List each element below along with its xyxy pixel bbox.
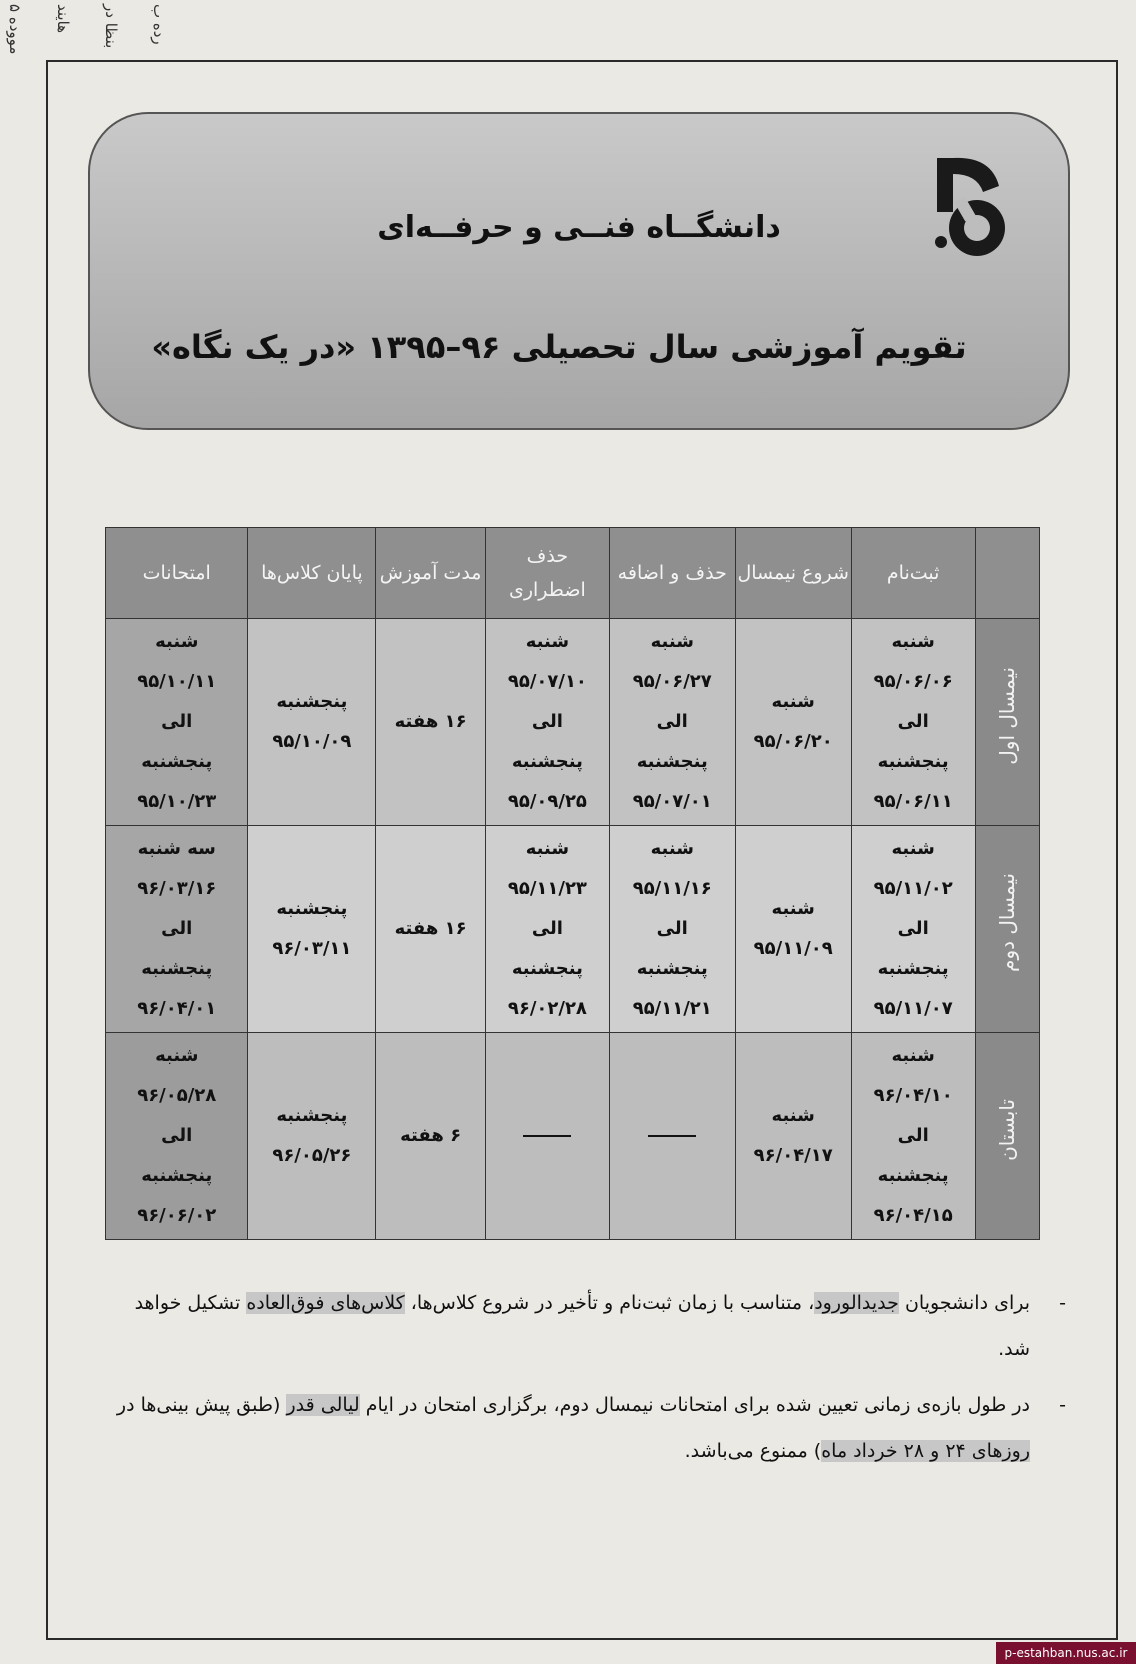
registration-cell: شنبه ۹۵/۰۶/۰۶ الی پنجشنبه ۹۵/۰۶/۱۱ bbox=[851, 619, 975, 826]
add-drop-cell: شنبه ۹۵/۱۱/۱۶ الی پنجشنبه ۹۵/۱۱/۲۱ bbox=[609, 826, 735, 1033]
column-header-duration: مدت آموزش bbox=[376, 528, 486, 619]
note-item: - در طول بازه‌ی زمانی تعیین شده برای امتحانات نیمسال دوم، برگزاری امتحان در ایام لیالی قدر (طبق پیش بینی‌ها در روزهای ۲۴ و ۲۸ خرداد ماه) ممنوع می‌باشد. bbox=[100, 1382, 1066, 1474]
calendar-subtitle: تقویم آموزشی سال تحصیلی ۹۶–۱۳۹۵ «در یک نگاه» bbox=[151, 328, 967, 366]
table-row bbox=[106, 826, 1040, 1033]
highlight: روزهای ۲۴ و ۲۸ خرداد ماه bbox=[821, 1440, 1030, 1462]
semester-start-cell: شنبه ۹۵/۰۶/۲۰ bbox=[735, 619, 851, 826]
emergency-drop-cell bbox=[485, 1033, 609, 1240]
add-drop-cell: شنبه ۹۵/۰۶/۲۷ الی پنجشنبه ۹۵/۰۷/۰۱ bbox=[609, 619, 735, 826]
corner-note: رده ب bbox=[150, 4, 168, 45]
classes-end-cell: پنجشنبه ۹۶/۰۵/۲۶ bbox=[248, 1033, 376, 1240]
academic-calendar-table bbox=[105, 527, 1040, 1240]
semester-start-cell: شنبه ۹۶/۰۴/۱۷ bbox=[735, 1033, 851, 1240]
duration-cell: ۱۶ هفته bbox=[376, 826, 486, 1033]
column-header-registration: ثبت‌نام bbox=[851, 528, 975, 619]
exams-cell: شنبه ۹۵/۱۰/۱۱ الی پنجشنبه ۹۵/۱۰/۲۳ bbox=[106, 619, 248, 826]
registration-cell: شنبه ۹۶/۰۴/۱۰ الی پنجشنبه ۹۶/۰۴/۱۵ bbox=[851, 1033, 975, 1240]
column-header-classes-end: پایان کلاس‌ها bbox=[248, 528, 376, 619]
emergency-drop-cell: شنبه ۹۵/۱۱/۲۳ الی پنجشنبه ۹۶/۰۲/۲۸ bbox=[485, 826, 609, 1033]
site-watermark: p-estahban.nus.ac.ir bbox=[996, 1642, 1136, 1664]
handwritten-corner-notes bbox=[6, 4, 236, 60]
table-row bbox=[106, 619, 1040, 826]
university-title: دانشگــاه فنــی و حرفــه‌ای bbox=[377, 210, 781, 245]
highlight: لیالی قدر bbox=[286, 1394, 360, 1416]
exams-cell: شنبه ۹۶/۰۵/۲۸ الی پنجشنبه ۹۶/۰۶/۰۲ bbox=[106, 1033, 248, 1240]
bullet: - bbox=[1059, 1292, 1066, 1314]
add-drop-cell bbox=[609, 1033, 735, 1240]
semester-start-cell: شنبه ۹۵/۱۱/۰۹ bbox=[735, 826, 851, 1033]
table-row bbox=[106, 1033, 1040, 1240]
header-banner bbox=[88, 112, 1070, 430]
column-header-exams: امتحانات bbox=[106, 528, 248, 619]
semester-label: تابستان bbox=[975, 1033, 1039, 1240]
semester-label: نیمسال دوم bbox=[975, 826, 1039, 1033]
dash-line bbox=[523, 1135, 571, 1137]
column-header-add-drop: حذف و اضافه bbox=[609, 528, 735, 619]
highlight: جدیدالورود bbox=[814, 1292, 899, 1314]
dash-line bbox=[648, 1135, 696, 1137]
column-header-emergency-drop: حذف اضطراری bbox=[485, 528, 609, 619]
duration-cell: ۶ هفته bbox=[376, 1033, 486, 1240]
column-header-corner bbox=[975, 528, 1039, 619]
classes-end-cell: پنجشنبه ۹۵/۱۰/۰۹ bbox=[248, 619, 376, 826]
exams-cell: سه شنبه ۹۶/۰۳/۱۶ الی پنجشنبه ۹۶/۰۴/۰۱ bbox=[106, 826, 248, 1033]
corner-note: بنظا در bbox=[102, 4, 120, 49]
emergency-drop-cell: شنبه ۹۵/۰۷/۱۰ الی پنجشنبه ۹۵/۰۹/۲۵ bbox=[485, 619, 609, 826]
bullet: - bbox=[1059, 1394, 1066, 1416]
highlight: کلاس‌های فوق‌العاده bbox=[246, 1292, 405, 1314]
registration-cell: شنبه ۹۵/۱۱/۰۲ الی پنجشنبه ۹۵/۱۱/۰۷ bbox=[851, 826, 975, 1033]
classes-end-cell: پنجشنبه ۹۶/۰۳/۱۱ bbox=[248, 826, 376, 1033]
note-item: - برای دانشجویان جدیدالورود، متناسب با زمان ثبت‌نام و تأخیر در شروع کلاس‌ها، کلاس‌های فوق‌العاده تشکیل خواهد شد. bbox=[100, 1280, 1066, 1372]
duration-cell: ۱۶ هفته bbox=[376, 619, 486, 826]
corner-note: مووده ۵ bbox=[6, 4, 24, 55]
notes-section bbox=[100, 1280, 1066, 1484]
corner-note: هایند bbox=[54, 4, 72, 34]
table-header-row bbox=[106, 528, 1040, 619]
semester-label: نیمسال اول bbox=[975, 619, 1039, 826]
column-header-semester-start: شروع نیمسال bbox=[735, 528, 851, 619]
